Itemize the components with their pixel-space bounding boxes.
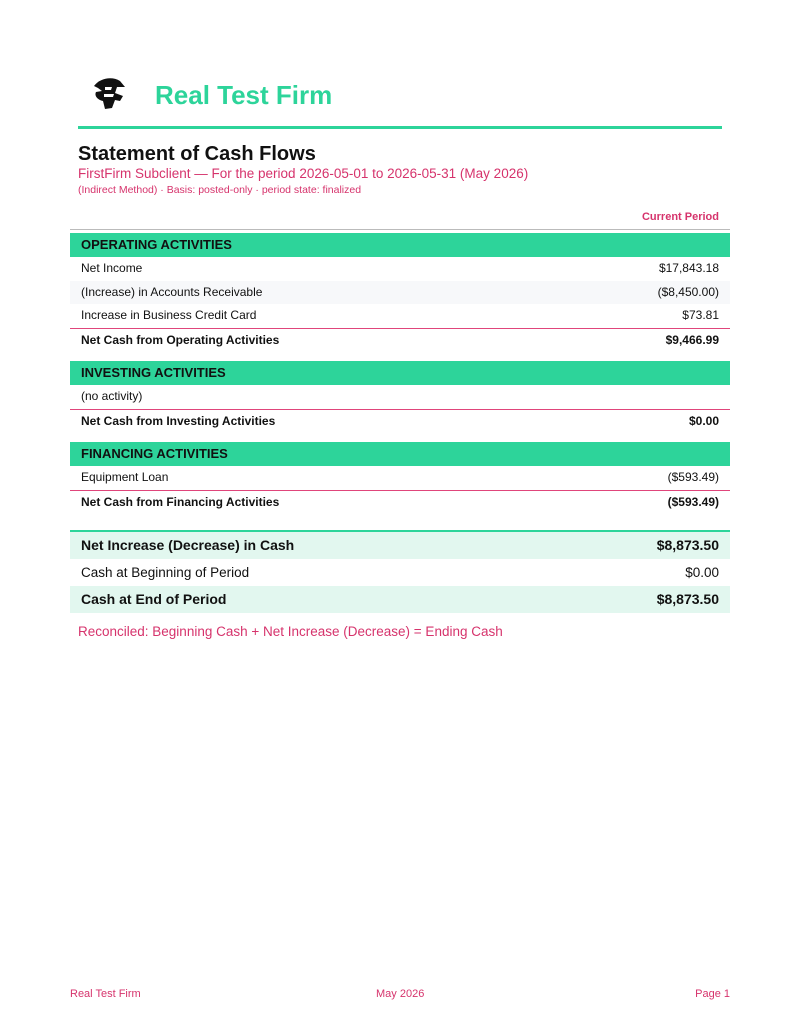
ending-cash-amount: $8,873.50 [656, 591, 719, 607]
report-title: Statement of Cash Flows [78, 143, 316, 165]
table-row [70, 257, 730, 281]
beginning-cash-label: Cash at Beginning of Period [81, 565, 250, 580]
row-label: (no activity) [81, 389, 143, 403]
row-amount: ($593.49) [667, 470, 719, 484]
beginning-cash-row [70, 559, 730, 586]
section-financing [70, 442, 730, 514]
section-operating [70, 233, 730, 352]
total-amount: $0.00 [688, 413, 719, 428]
footer-page-number: Page 1 [695, 988, 730, 1000]
row-label: Increase in Business Credit Card [81, 308, 257, 322]
column-header-divider [70, 229, 730, 230]
footer-period: May 2026 [376, 988, 425, 1000]
section-investing [70, 361, 730, 433]
total-amount: ($593.49) [667, 494, 719, 509]
beginning-cash-amount: $0.00 [685, 565, 719, 580]
row-amount: ($8,450.00) [657, 284, 719, 299]
table-row [70, 466, 730, 490]
total-label: Net Cash from Operating Activities [81, 332, 280, 347]
section-total-row [70, 328, 730, 353]
report-subtitle: FirstFirm Subclient — For the period 2026-05-01 to 2026-05-31 (May 2026) [78, 166, 529, 181]
row-amount: $17,843.18 [658, 261, 719, 275]
section-total-row [70, 409, 730, 434]
report-meta: (Indirect Method) · Basis: posted-only · period state: finalized [78, 184, 362, 196]
section-heading: OPERATING ACTIVITIES [70, 233, 730, 257]
spartan-helmet-icon [90, 74, 130, 114]
net-change-row [70, 532, 730, 559]
row-label: (Increase) in Accounts Receivable [81, 284, 263, 299]
table-row [70, 385, 730, 409]
net-change-amount: $8,873.50 [656, 537, 719, 553]
section-total-row [70, 490, 730, 515]
reconciliation-note: Reconciled: Beginning Cash + Net Increase (Decrease) = Ending Cash [78, 624, 503, 639]
column-header-current-period: Current Period [641, 211, 719, 223]
row-label: Equipment Loan [81, 470, 169, 484]
cash-summary [70, 530, 730, 613]
net-change-label: Net Increase (Decrease) in Cash [81, 537, 295, 553]
ending-cash-row [70, 586, 730, 613]
row-label: Net Income [81, 261, 143, 275]
total-label: Net Cash from Financing Activities [81, 494, 280, 509]
total-label: Net Cash from Investing Activities [81, 413, 276, 428]
ending-cash-label: Cash at End of Period [81, 591, 227, 607]
total-amount: $9,466.99 [665, 332, 719, 347]
table-row [70, 281, 730, 305]
footer-firm-name: Real Test Firm [70, 988, 141, 1000]
report-header [78, 72, 722, 132]
section-heading: INVESTING ACTIVITIES [70, 361, 730, 385]
section-heading: FINANCING ACTIVITIES [70, 442, 730, 466]
firm-name: Real Test Firm [155, 80, 333, 110]
table-row [70, 304, 730, 328]
row-amount: $73.81 [682, 308, 719, 322]
header-divider [78, 126, 722, 129]
